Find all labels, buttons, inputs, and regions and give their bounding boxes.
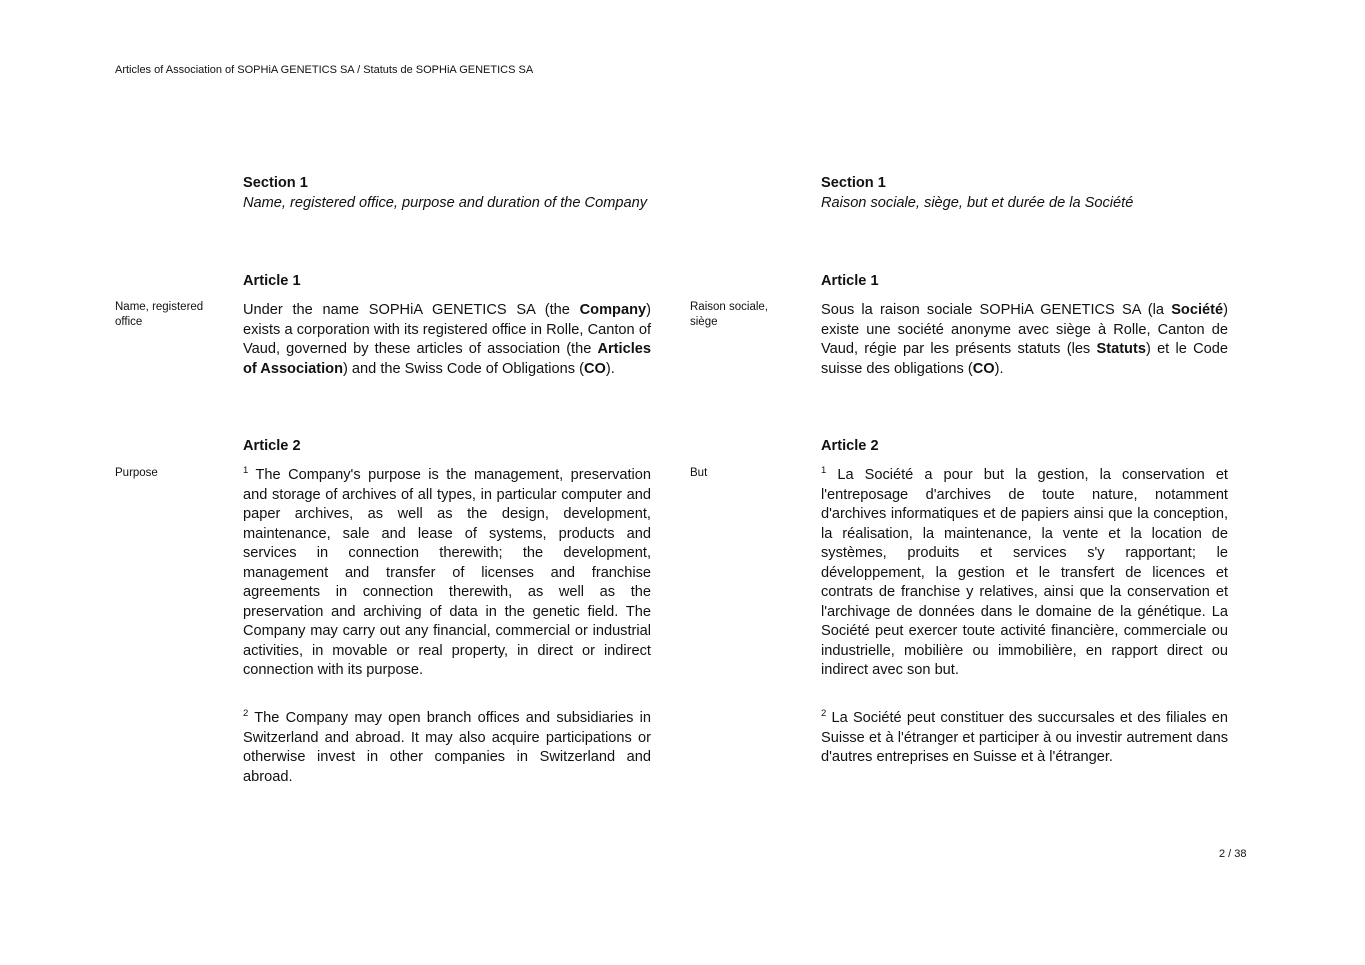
section-title-fr: Section 1 <box>821 175 886 191</box>
defined-term: Statuts <box>1096 341 1146 357</box>
section-subtitle-en: Name, registered office, purpose and duration of the Company <box>243 194 647 211</box>
article-2-title-fr: Article 2 <box>821 438 879 454</box>
article-1-title-fr: Article 1 <box>821 273 879 289</box>
article-1-paragraph-fr: Sous la raison sociale SOPHiA GENETICS SA (la Société) existe une société anonyme avec siège à Rolle, Canton de Vaud, régie par les présents statuts (les Statuts) et le Code suisse des obligations (CO). <box>821 302 1228 377</box>
margin-note-raison-sociale: Raison sociale, siège <box>690 301 768 328</box>
defined-term: Articles of Association <box>243 341 651 377</box>
section-subtitle-fr: Raison sociale, siège, but et durée de la Société <box>821 194 1134 211</box>
defined-term: Company <box>579 302 647 318</box>
page-number: 2 / 38 <box>1219 848 1247 860</box>
article-1-paragraph-en: Under the name SOPHiA GENETICS SA (the Company) exists a corporation with its registered office in Rolle, Canton of Vaud, governed by these articles of association (the Articles of Association) and the Swiss Code of Obligations (CO). <box>243 302 651 377</box>
article-1-title-en: Article 1 <box>243 273 301 289</box>
running-header: Articles of Association of SOPHiA GENETICS SA / Statuts de SOPHiA GENETICS SA <box>115 64 534 76</box>
paragraph-number: 1 <box>243 465 249 477</box>
section-heading-fr <box>821 174 1228 213</box>
article-2-paragraph-2-en: $^2$ The Company may open branch offices and subsidiaries in Switzerland and abroad. It may also acquire participations or otherwise invest in other companies in Switzerland and abroad. <box>243 708 651 785</box>
article-2-paragraph-1-en: $^1$ The Company's purpose is the management, preservation and storage of archives of all types, in particular computer and paper archives, as well as the design, development, maintenance, sale and lease of systems, products and services in connection therewith; the development, management and transfer of licenses and franchise agreements in connection therewith, as well as the preservation and archiving of data in the genetic field. The Company may carry out any financial, commercial or industrial activities, in movable or real property, in direct or indirect connection with its purpose. <box>243 465 651 678</box>
margin-note-purpose: Purpose <box>115 467 158 479</box>
article-2-paragraph-1-fr: $^1$ La Société a pour but la gestion, la conservation et l'entreposage d'archives de toute nature, notamment d'archives informatiques et de papiers ainsi que la conception, la réalisation, la maintenance, la vente et la location de systèmes, produits et services s'y rapportant; le développement, la gestion et le transfert de licences et contrats de franchise y relatives, ainsi que la conservation et l'archivage de données dans le domaine de la génétique. La Société peut exercer toute activité financière, commerciale ou industrielle, mobilière ou immobilière, en rapport direct ou indirect avec son but. <box>821 465 1228 678</box>
paragraph-number: 1 <box>821 465 827 477</box>
article-2-title-en: Article 2 <box>243 438 301 454</box>
paragraph-number: 2 <box>821 708 827 720</box>
defined-term: CO <box>972 360 995 377</box>
margin-note-but: But <box>690 467 708 479</box>
defined-term: CO <box>583 360 606 377</box>
section-heading-en <box>243 174 651 213</box>
article-2-paragraph-2-fr: $^2$ La Société peut constituer des succursales et des filiales en Suisse et à l'étranger et participer à ou investir autrement dans d'autres entreprises en Suisse et à l'étranger. <box>821 708 1228 765</box>
paragraph-number: 2 <box>243 708 249 720</box>
section-title-en: Section 1 <box>243 175 308 191</box>
margin-note-name-office: Name, registered office <box>115 301 204 328</box>
defined-term: Société <box>1171 302 1224 318</box>
